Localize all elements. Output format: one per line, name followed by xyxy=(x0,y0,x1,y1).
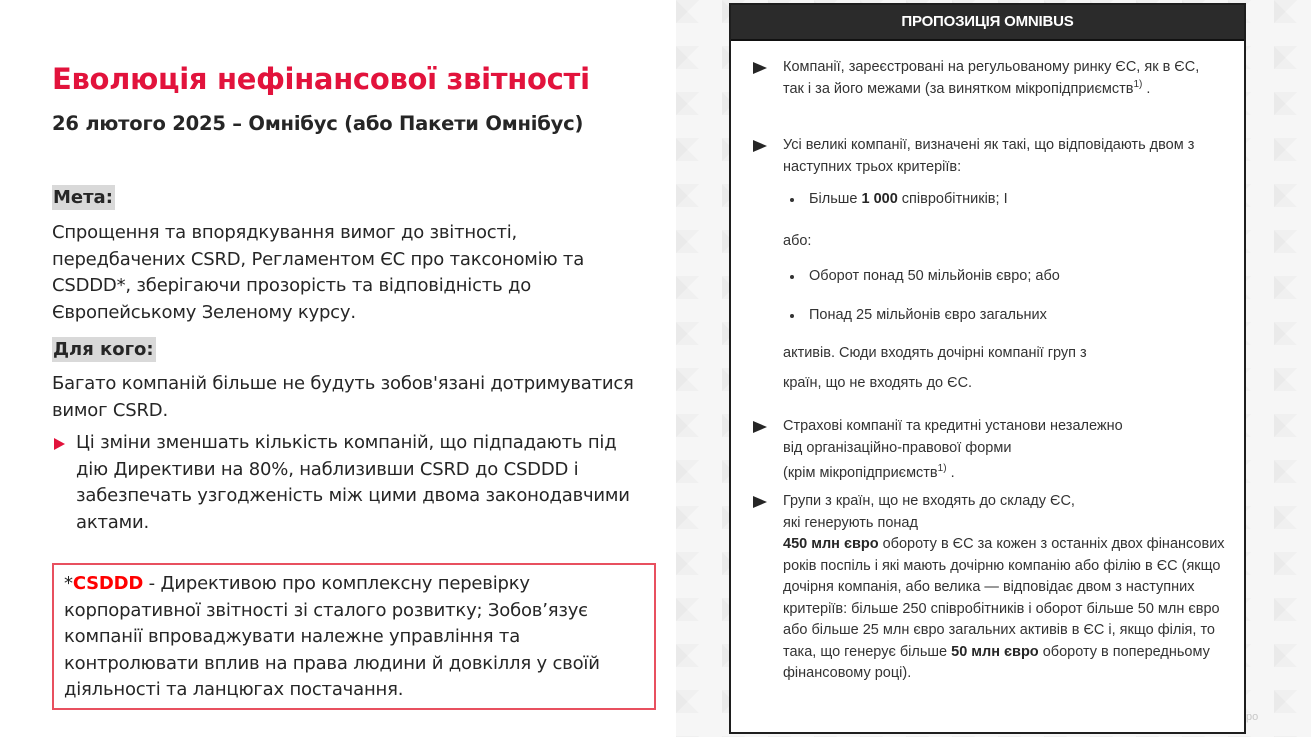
highlight-bullet xyxy=(52,430,652,536)
audience-label: Для кого: xyxy=(53,339,154,360)
omnibus-proposal-panel xyxy=(729,3,1246,734)
footer-watermark: po xyxy=(1246,711,1259,723)
threshold-value: 450 млн євро xyxy=(783,536,879,552)
triangle-bullet-icon xyxy=(753,496,767,508)
bullet-dot-icon xyxy=(790,275,794,279)
criterion-text: Більше xyxy=(809,191,862,207)
omnibus-item-4-line: Групи з країн, що не входять до складу ЄС, xyxy=(783,493,1075,509)
criterion-text: Оборот понад 50 мільйонів євро; або xyxy=(809,268,1060,284)
omnibus-header: ПРОПОЗИЦІЯ OMNIBUS xyxy=(731,5,1244,41)
highlight-bullet-text: Ці зміни зменшать кількість компаній, що підпадають під дію Директиви на 80%, наблизивши CSRD до CSDDD і забезпечать узгодженість між цими двома законодавчими актами. xyxy=(76,432,630,533)
omnibus-item-2-text: Усі великі компанії, визначені як такі, що відповідають двом з наступних трьох критеріїв: xyxy=(783,137,1195,175)
criterion-assets xyxy=(809,305,1047,326)
item-2-continuation-2: країн, що не входять до ЄС. xyxy=(783,375,973,391)
omnibus-item-2 xyxy=(783,135,1223,178)
slide-title: Еволюція нефінансової звітності xyxy=(52,62,590,96)
csddd-footnote-text xyxy=(64,571,654,704)
triangle-bullet-icon xyxy=(753,421,767,433)
footnote-ref: 1) xyxy=(1133,78,1143,90)
omnibus-item-1 xyxy=(783,57,1223,100)
footnote-ref: 1) xyxy=(937,463,947,475)
bullet-dot-icon xyxy=(790,314,794,318)
omnibus-item-3-line: Страхові компанії та кредитні установи незалежно xyxy=(783,418,1123,434)
goal-text: Спрощення та впорядкування вимог до звітності, передбачених CSRD, Регламентом ЄС про таксономію та CSDDD*, зберігаючи прозорість та відповідність до Європейському Зеленому курсу. xyxy=(52,222,585,323)
csddd-footnote-box xyxy=(52,563,656,710)
punctuation: . xyxy=(1142,80,1151,97)
omnibus-item-4 xyxy=(783,491,1228,685)
triangle-bullet-icon xyxy=(753,140,767,152)
threshold-value: 50 млн євро xyxy=(951,643,1039,660)
omnibus-item-3 xyxy=(783,416,1223,485)
criterion-turnover xyxy=(809,266,1060,287)
csddd-term: CSDDD xyxy=(72,573,144,594)
footnote-asterisk: * xyxy=(64,573,73,594)
or-text: або: xyxy=(783,233,812,249)
criterion-employees xyxy=(809,189,1008,210)
punctuation: . xyxy=(946,465,955,481)
item-2-continuation-1: активів. Сюди входять дочірні компанії груп з xyxy=(783,345,1087,361)
triangle-bullet-icon xyxy=(753,62,767,74)
audience-text: Багато компаній більше не будуть зобов'язані дотримуватися вимог CSRD. xyxy=(52,373,634,421)
red-triangle-bullet-icon xyxy=(54,438,65,450)
csddd-definition: - Директивою про комплексну перевірку корпоративної звітності зі сталого розвитку; Зобов’язує компанії впроваджувати належне управління та контролювати вплив на права людини й довкілля у своїй діяльності та ланцюгах постачання. xyxy=(64,573,600,700)
omnibus-item-1-text: Компанії, зареєстровані на регульованому ринку ЄС, як в ЄС, так і за його межами (за винятком мікропідприємств xyxy=(783,59,1200,97)
criterion-value: 1 000 xyxy=(861,191,898,207)
slide-subtitle: 26 лютого 2025 – Омнібус (або Пакети Омнібус) xyxy=(52,112,584,135)
omnibus-item-4-body xyxy=(783,534,1228,685)
omnibus-item-4-text: обороту в попередньому фінансовому році). xyxy=(783,643,1210,681)
omnibus-item-3-line xyxy=(783,463,1223,485)
goal-label: Мета: xyxy=(53,187,113,208)
omnibus-item-4-text: обороту в ЄС за кожен з останніх двох фінансових років поспіль і які мають дочірню компанію або філію в ЄС (якщо дочірня компанія, або велика — відповідає двом з наступних критеріїв: більше 250 співробітників і оборот більше 50 млн євро або більше 25 млн євро загальних активів в ЄС і, якщо філія, то така, що генерує більше xyxy=(783,536,1225,660)
omnibus-item-3-line: від організаційно-правової форми xyxy=(783,439,1012,456)
criterion-text: Понад 25 мільйонів євро загальних xyxy=(809,307,1047,323)
omnibus-item-3-text: (крім мікропідприємств xyxy=(783,465,938,481)
bullet-dot-icon xyxy=(790,198,794,202)
omnibus-item-4-line: які генерують понад xyxy=(783,514,918,531)
criterion-text: співробітників; І xyxy=(897,191,1008,207)
